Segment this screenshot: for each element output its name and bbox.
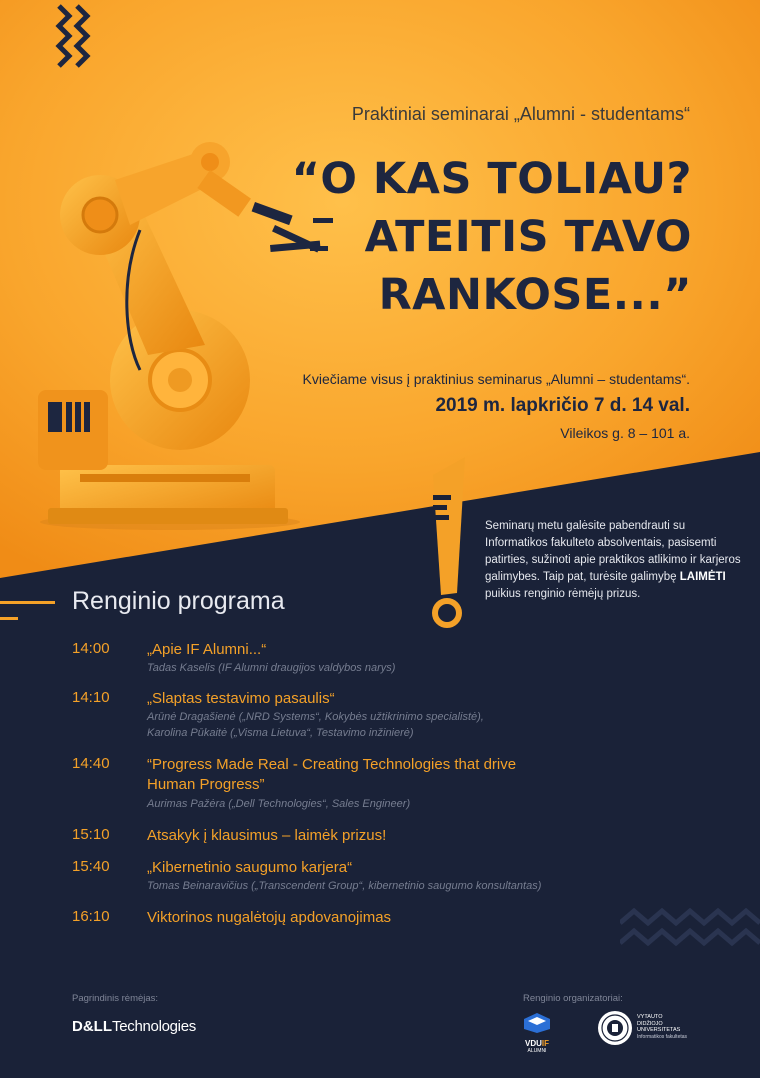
program-title: Atsakyk į klausimus – laimėk prizus! bbox=[147, 827, 387, 844]
accent-line bbox=[0, 601, 55, 604]
title-line: RANKOSE...” bbox=[378, 270, 692, 320]
title-line: “O KAS TOLIAU? bbox=[291, 154, 692, 204]
event-subtitle: Praktiniai seminarai „Alumni - studentams“ bbox=[351, 104, 690, 124]
vdu-if-alumni-logo bbox=[522, 1012, 552, 1054]
program-time: 15:40 bbox=[72, 858, 110, 875]
alumni-cap-icon bbox=[522, 1012, 552, 1034]
program-heading: Renginio programa bbox=[72, 587, 285, 615]
zigzag-decoration-top bbox=[55, 0, 95, 72]
sponsor-label: Pagrindinis rėmėjas: bbox=[72, 993, 159, 1004]
program-speaker: Arūnė Dragašienė („NRD Systems“, Kokybės užtikrinimo specialistė), Karolina Pūkaitė („Visma Lietuva“, Testavimo inžinierė) bbox=[147, 711, 484, 739]
program-speaker: Aurimas Pažėra („Dell Technologies“, Sales Engineer) bbox=[147, 798, 411, 810]
program-time: 16:10 bbox=[72, 908, 110, 925]
vdu-if-text: VDU bbox=[525, 1039, 542, 1048]
invite-text: Kviečiame visus į praktinius seminarus „Alumni – studentams“. bbox=[302, 371, 690, 387]
program-speaker: Tomas Beinaravičius („Transcendent Group“, kibernetinio saugumo konsultantas) bbox=[147, 880, 542, 892]
program-time: 15:10 bbox=[72, 826, 110, 843]
title-line: ATEITIS TAVO bbox=[364, 212, 692, 262]
vdu-university-text bbox=[637, 1014, 687, 1040]
note-highlight: LAIMĖTI bbox=[679, 571, 726, 583]
vdu-univ-sub: Informatikos fakultetas bbox=[637, 1033, 688, 1040]
vdu-univ-line: DIDŽIOJO bbox=[637, 1020, 663, 1027]
program-time: 14:10 bbox=[72, 689, 110, 706]
program-time: 14:00 bbox=[72, 640, 110, 657]
dell-logo-mark: D&LL bbox=[72, 1018, 112, 1035]
note-text-end: puikius renginio rėmėjų prizus. bbox=[485, 588, 641, 600]
program-title: „Apie IF Alumni...“ bbox=[147, 641, 267, 658]
dell-technologies-logo bbox=[72, 1018, 196, 1035]
program-title: „Slaptas testavimo pasaulis“ bbox=[147, 690, 335, 707]
vdu-univ-line: UNIVERSITETAS bbox=[637, 1027, 681, 1033]
program-speaker: Tadas Kaselis (IF Alumni draugijos valdybos narys) bbox=[147, 662, 396, 674]
exclamation-icon bbox=[425, 455, 485, 635]
event-address: Vileikos g. 8 – 101 a. bbox=[560, 425, 690, 441]
event-title bbox=[260, 150, 692, 324]
accent-line bbox=[0, 617, 18, 620]
vdu-if-accent: IF bbox=[541, 1039, 549, 1048]
note-text: Seminarų metu galėsite pabendrauti su Informatikos fakulteto absolventais, pasisemti patirties, sužinoti apie praktikos atlikimo ir karjeros galimybes. Taip pat, turėsite galimybę bbox=[485, 520, 741, 583]
program-title: „Kibernetinio saugumo karjera“ bbox=[147, 859, 353, 876]
vdu-univ-line: VYTAUTO bbox=[637, 1014, 663, 1020]
dell-logo-text: Technologies bbox=[112, 1018, 196, 1035]
organizer-label: Renginio organizatoriai: bbox=[523, 993, 623, 1004]
seminar-note bbox=[485, 518, 750, 603]
zigzag-decoration-bottom bbox=[620, 905, 760, 955]
vdu-university-seal-icon bbox=[597, 1010, 633, 1046]
program-title: Viktorinos nugalėtojų apdovanojimas bbox=[147, 909, 392, 926]
program-title: “Progress Made Real - Creating Technologies that drive Human Progress” bbox=[147, 756, 517, 793]
vdu-if-sub: ALUMNI bbox=[527, 1048, 547, 1054]
event-date: 2019 m. lapkričio 7 d. 14 val. bbox=[435, 395, 690, 416]
program-time: 14:40 bbox=[72, 755, 110, 772]
